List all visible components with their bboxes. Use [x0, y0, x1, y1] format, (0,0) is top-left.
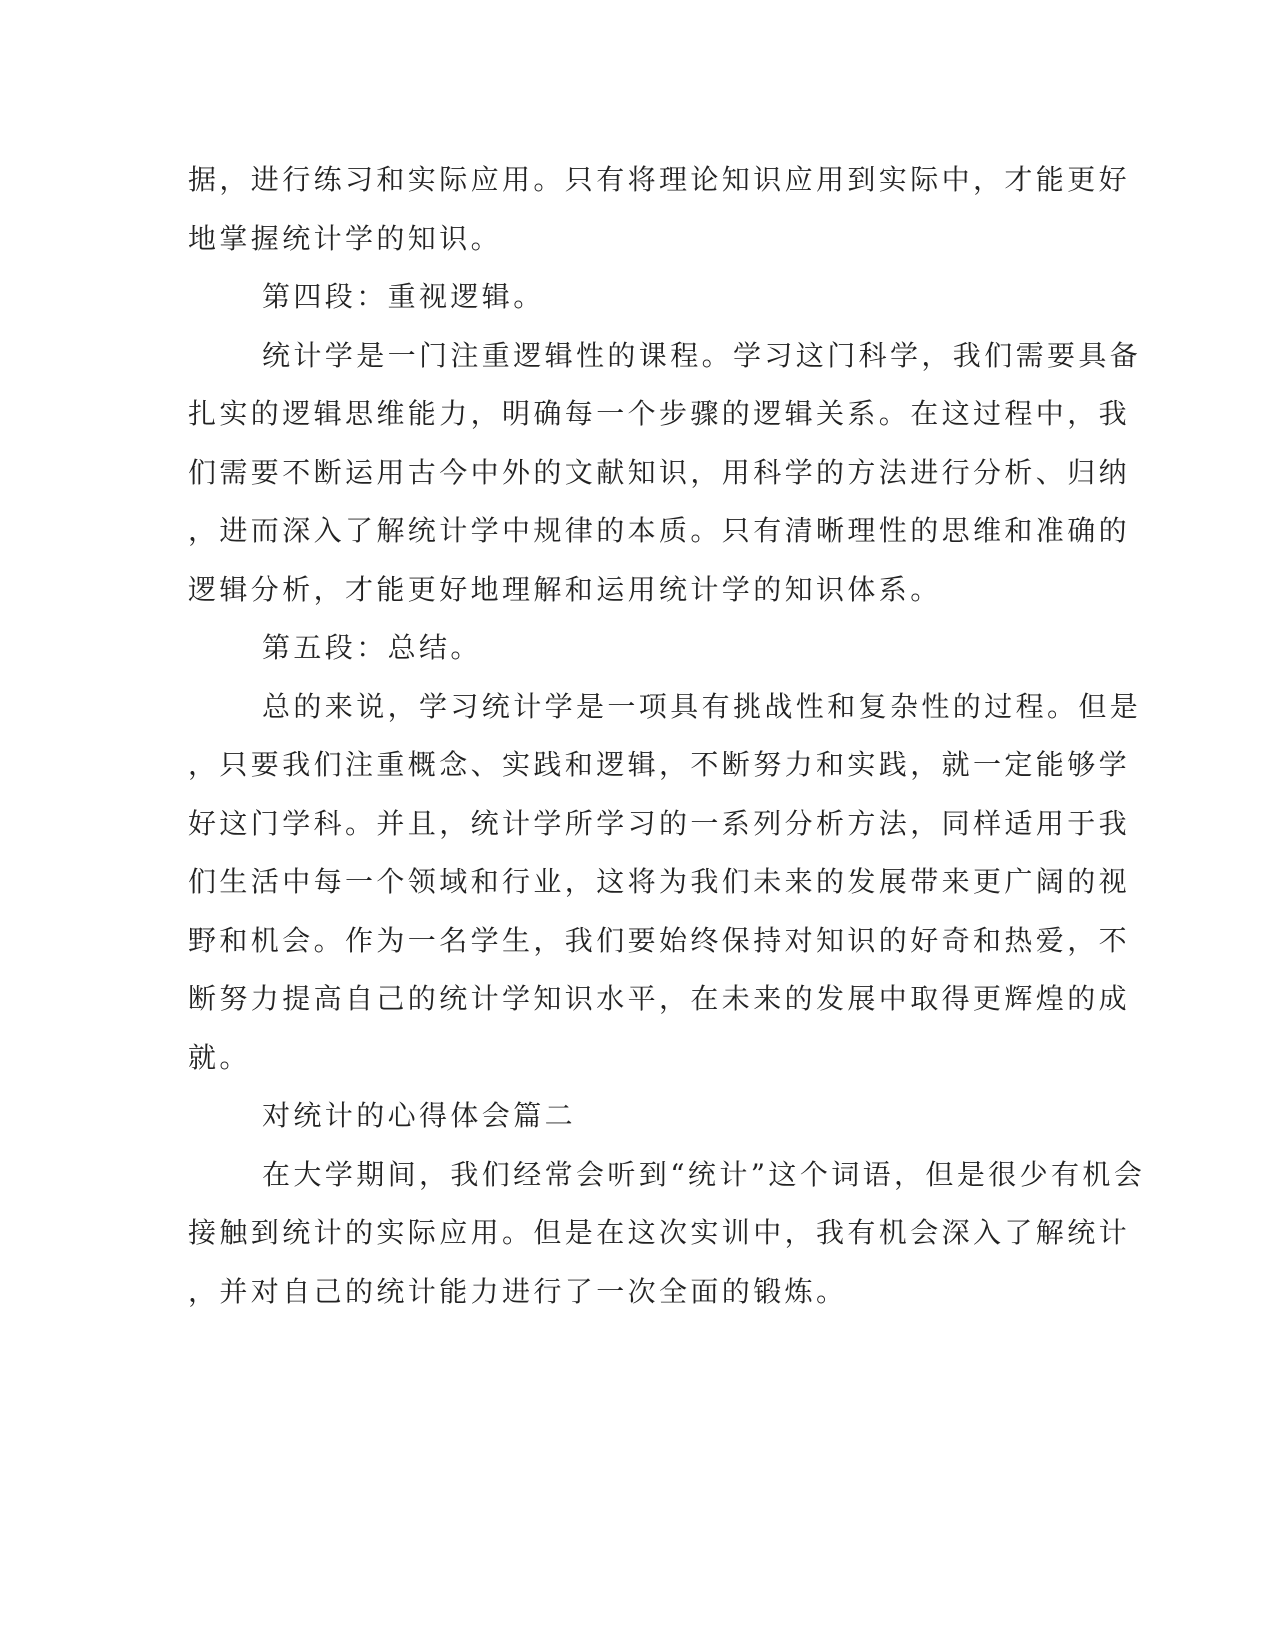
section-heading-5: 第五段：总结。 — [262, 631, 482, 664]
text-line-4: 统计学是一门注重逻辑性的课程。学习这门科学，我们需要具备 — [262, 339, 1142, 372]
text-line-15: 断努力提高自己的统计学知识水平，在未来的发展中取得更辉煌的成 — [188, 982, 1131, 1015]
text-line-19: 接触到统计的实际应用。但是在这次实训中，我有机会深入了解统计 — [188, 1216, 1131, 1249]
article-title: 对统计的心得体会篇二 — [262, 1099, 577, 1132]
text-line-2: 地掌握统计学的知识。 — [188, 222, 503, 255]
text-line-11: ，只要我们注重概念、实践和逻辑，不断努力和实践，就一定能够学 — [188, 748, 1131, 781]
section-heading-4: 第四段：重视逻辑。 — [262, 280, 545, 313]
text-line-14: 野和机会。作为一名学生，我们要始终保持对知识的好奇和热爱，不 — [188, 924, 1131, 957]
text-line-16: 就。 — [188, 1041, 251, 1074]
text-line-18: 在大学期间，我们经常会听到“统计”这个词语，但是很少有机会 — [262, 1158, 1146, 1191]
text-line-6: 们需要不断运用古今中外的文献知识，用科学的方法进行分析、归纳 — [188, 456, 1131, 489]
text-line-1: 据，进行练习和实际应用。只有将理论知识应用到实际中，才能更好 — [188, 163, 1131, 196]
text-line-10: 总的来说，学习统计学是一项具有挑战性和复杂性的过程。但是 — [262, 690, 1142, 723]
text-line-20: ，并对自己的统计能力进行了一次全面的锻炼。 — [188, 1275, 848, 1308]
text-line-7: ，进而深入了解统计学中规律的本质。只有清晰理性的思维和准确的 — [188, 514, 1131, 547]
text-line-8: 逻辑分析，才能更好地理解和运用统计学的知识体系。 — [188, 573, 942, 606]
text-line-5: 扎实的逻辑思维能力，明确每一个步骤的逻辑关系。在这过程中，我 — [188, 397, 1131, 430]
text-line-13: 们生活中每一个领域和行业，这将为我们未来的发展带来更广阔的视 — [188, 865, 1131, 898]
text-line-12: 好这门学科。并且，统计学所学习的一系列分析方法，同样适用于我 — [188, 807, 1131, 840]
